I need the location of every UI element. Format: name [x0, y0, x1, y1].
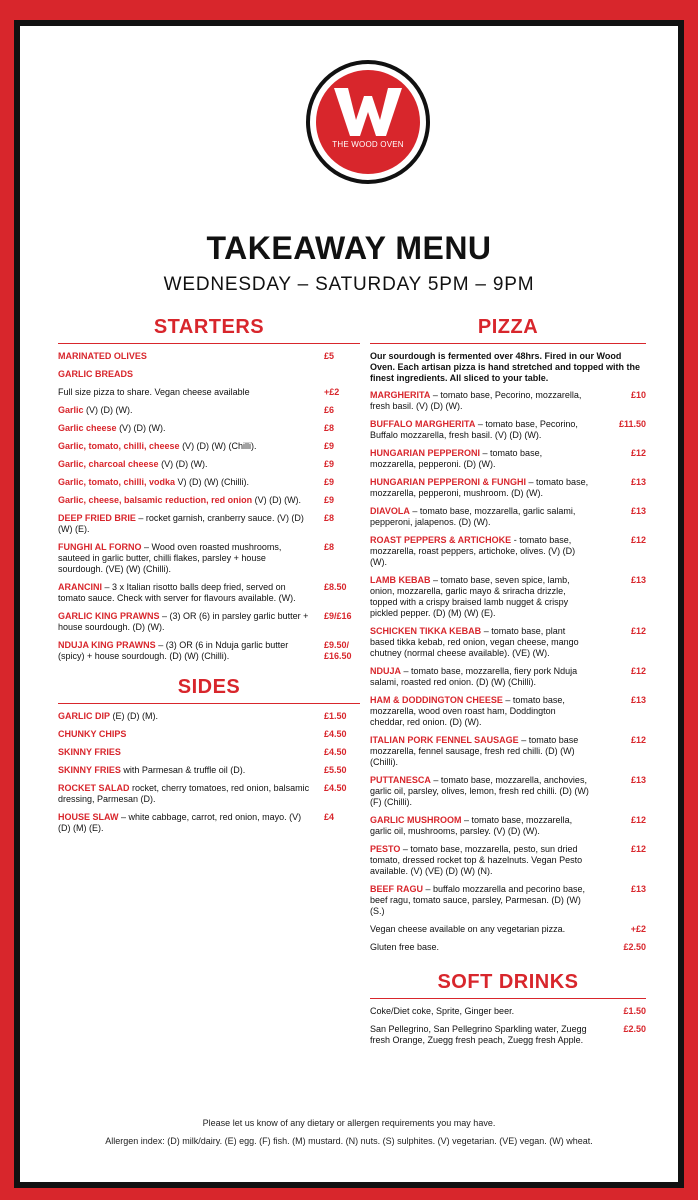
pizza-intro: Our sourdough is fermented over 48hrs. Fired in our Wood Oven. Each artisan pizza is hand stretched and topped with the finest ingredients. All sliced to your table. [370, 351, 641, 383]
menu-item-description [58, 495, 318, 506]
menu-item-name: MARINATED OLIVES [58, 351, 147, 361]
menu-item-name: Garlic, tomato, chilli, cheese [58, 441, 180, 451]
menu-item [370, 1006, 646, 1017]
menu-item-name: PUTTANESCA [370, 775, 431, 785]
menu-item [58, 783, 360, 805]
menu-item-name: HAM & DODDINGTON CHEESE [370, 695, 503, 705]
menu-item [58, 477, 360, 488]
menu-item-name: Garlic cheese [58, 423, 117, 433]
menu-item [370, 448, 646, 470]
menu-item [370, 390, 646, 412]
menu-item [58, 459, 360, 470]
menu-item-text: (V) (D) (W). [161, 459, 208, 469]
menu-item-text: V) (D) (W) (Chilli). [177, 477, 250, 487]
menu-item-text: – white cabbage, carrot, red onion, mayo. (V) (D) (M) (E). [58, 812, 302, 833]
menu-item [370, 506, 646, 528]
menu-item-price: £9/£16 [324, 611, 352, 621]
menu-item-text: – tomato base, mozzarella, garlic oil, mushrooms, parsley. (V) (D) (W). [370, 815, 573, 836]
menu-item-text: – buffalo mozzarella and pecorino base, beef ragu, tomato sauce, parsley, Parmesan. (D) (W) (S.) [370, 884, 585, 916]
menu-item-name: Garlic, charcoal cheese [58, 459, 159, 469]
menu-item [58, 582, 360, 604]
menu-item-price: £1.50 [623, 1006, 646, 1016]
menu-item [58, 611, 360, 633]
menu-item-price: £4.50 [324, 747, 347, 757]
menu-item-name: Garlic [58, 405, 84, 415]
menu-item-description [58, 405, 318, 416]
menu-item-description [370, 924, 596, 935]
menu-item-price: £9 [324, 495, 335, 505]
menu-item-description [370, 844, 596, 877]
menu-item-text: (V) (D) (W). [86, 405, 133, 415]
logo-brand-text: THE WOOD OVEN [332, 140, 404, 149]
menu-item [58, 513, 360, 535]
menu-item-description [370, 942, 596, 953]
menu-item-name: BUFFALO MARGHERITA [370, 419, 476, 429]
menu-item-description [58, 441, 318, 452]
menu-item-text: Vegan cheese available on any vegetarian pizza. [370, 924, 566, 934]
menu-item-name: DEEP FRIED BRIE [58, 513, 136, 523]
menu-item-text: – (3) OR (6) in parsley garlic butter + house sourdough. (D) (W). [58, 611, 309, 632]
menu-item-name: BEEF RAGU [370, 884, 424, 894]
menu-item-description [58, 369, 318, 380]
menu-item-text: – tomato base, mozzarella, garlic salami, pepperoni, jalapenos. (D) (W). [370, 506, 576, 527]
menu-item [370, 695, 646, 728]
menu-item [370, 844, 646, 877]
menu-item-description [370, 1006, 596, 1017]
menu-item-description [370, 884, 596, 917]
menu-item-name: GARLIC DIP [58, 711, 111, 721]
menu-item-name: NDUJA [370, 666, 402, 676]
menu-item [58, 812, 360, 834]
menu-item-name: MARGHERITA [370, 390, 431, 400]
menu-item-text: - tomato base, mozzarella, roast peppers, artichoke, olives. (V) (D) (W). [370, 535, 576, 567]
menu-item-description [58, 812, 318, 834]
starters-list [58, 351, 360, 662]
menu-item-description [58, 513, 318, 535]
menu-item-description [58, 729, 318, 740]
menu-item-name: Garlic, cheese, balsamic reduction, red onion [58, 495, 253, 505]
menu-item-description [370, 815, 596, 837]
menu-item-name: HUNGARIAN PEPPERONI & FUNGHI [370, 477, 527, 487]
menu-item [58, 387, 360, 398]
menu-item-description [58, 783, 318, 805]
menu-item-description [58, 765, 318, 776]
menu-item-name: PESTO [370, 844, 401, 854]
menu-item-name: CHUNKY CHIPS [58, 729, 127, 739]
menu-item [58, 729, 360, 740]
menu-item-text: – tomato base, mozzarella, fiery pork Nduja salami, roasted red onion. (D) (W) (Chilli). [370, 666, 578, 687]
menu-item-description [370, 626, 596, 659]
menu-item-description [58, 542, 318, 575]
menu-item-price: £8 [324, 542, 335, 552]
menu-item-price: £5 [324, 351, 335, 361]
menu-item-name: ROCKET SALAD [58, 783, 130, 793]
menu-item [58, 495, 360, 506]
menu-item-text: – tomato base mozzarella, fennel sausage, fresh red chilli. (D) (W) (Chilli). [370, 735, 579, 767]
menu-item-price: £12 [630, 626, 646, 636]
allergen-note: Please let us know of any dietary or allergen requirements you may have. [202, 1118, 496, 1128]
menu-item-text: – Wood oven roasted mushrooms, sauteed in garlic butter, chilli flakes, parsley + house sourdough. (VE) (W) (Chilli). [58, 542, 282, 574]
menu-item-name: ITALIAN PORK FENNEL SAUSAGE [370, 735, 519, 745]
menu-item-price: £4.50 [324, 729, 347, 739]
menu-item [370, 535, 646, 568]
menu-item-name: DIAVOLA [370, 506, 410, 516]
menu-item [370, 884, 646, 917]
menu-item [58, 640, 360, 662]
opening-hours: WEDNESDAY – SATURDAY 5PM – 9PM [163, 274, 535, 295]
menu-item-price: £13 [630, 506, 646, 516]
menu-item [370, 735, 646, 768]
pizza-list [370, 390, 646, 953]
menu-item-price: £9 [324, 477, 335, 487]
menu-item-price: £12 [630, 735, 646, 745]
allergen-index: Allergen index: (D) milk/dairy. (E) egg. (F) fish. (M) mustard. (N) nuts. (S) sulphites. (V) vegetarian. (VE) vegan. (W) wheat. [105, 1136, 593, 1146]
menu-item-description [370, 575, 596, 619]
menu-item-text: – rocket garnish, cranberry sauce. (V) (D) (W) (E). [58, 513, 304, 534]
menu-item-price: £5.50 [324, 765, 347, 775]
menu-item-text: (V) (D) (W). [119, 423, 166, 433]
menu-item [370, 626, 646, 659]
menu-item-name: ARANCINI [58, 582, 102, 592]
menu-item-text: – tomato base, plant based tikka kebab, red onion, vegan cheese, mango chutney (normal cheese available). (VE) (W). [370, 626, 579, 658]
w-flame-icon [332, 86, 404, 138]
menu-item [370, 666, 646, 688]
menu-item-text: (V) (D) (W). [254, 495, 302, 505]
menu-item-description [58, 611, 318, 633]
menu-item-text: – tomato base, mozzarella, wood oven roast ham, Doddington cheddar, red onion. (D) (W). [370, 695, 565, 727]
menu-item-name: Garlic, tomato, chilli, vodka [58, 477, 176, 487]
menu-item-price: £2.50 [623, 1024, 646, 1034]
pizza-title: PIZZA [370, 316, 646, 344]
menu-item-name: SKINNY FRIES [58, 747, 121, 757]
menu-item [370, 942, 646, 953]
soft-drinks-title: SOFT DRINKS [370, 971, 646, 999]
menu-item-price: £11.50 [618, 419, 646, 429]
menu-item-text: (V) (D) (W) (Chilli). [182, 441, 257, 451]
logo [306, 60, 430, 184]
menu-item [58, 441, 360, 452]
page-title: TAKEAWAY MENU [206, 230, 492, 266]
menu-item-price: £1.50 [324, 711, 347, 721]
menu-item [58, 747, 360, 758]
menu-item-price: £13 [630, 775, 646, 785]
menu-item-description [58, 582, 318, 604]
menu-item-description [370, 666, 596, 688]
right-column [370, 316, 646, 1053]
menu-item-text: – 3 x Italian risotto balls deep fried, served on tomato sauce. Check with server for flavours available. (W). [58, 582, 296, 603]
menu-item-description [58, 747, 318, 758]
menu-item [370, 815, 646, 837]
menu-item-description [370, 477, 596, 499]
menu-item-text: Coke/Diet coke, Sprite, Ginger beer. [370, 1006, 515, 1016]
menu-item-price: £4.50 [324, 783, 347, 793]
menu-item-name: LAMB KEBAB [370, 575, 431, 585]
menu-item-text: – tomato base, mozzarella, pepperoni. (D) (W). [370, 448, 543, 469]
menu-item-description [58, 711, 318, 722]
menu-item-price: £6 [324, 405, 335, 415]
menu-item [370, 419, 646, 441]
menu-item [370, 477, 646, 499]
menu-item-price: £13 [630, 695, 646, 705]
menu-item-text: San Pellegrino, San Pellegrino Sparkling water, Zuegg fresh Orange, Zuegg fresh peach, Zuegg fresh Apple. [370, 1024, 587, 1045]
menu-item-price: £12 [630, 535, 646, 545]
menu-item-text: – tomato base, seven spice, lamb, onion, mozzarella, garlic mayo & sriracha drizzle, topped with a crispy braised lamb nugget & crispy pickled pepper. (D) (M) (W) (E). [370, 575, 570, 618]
starters-title: STARTERS [58, 316, 360, 344]
menu-item-description [58, 640, 318, 662]
menu-item [370, 924, 646, 935]
sides-title: SIDES [58, 676, 360, 704]
menu-item-name: ROAST PEPPERS & ARTICHOKE [370, 535, 512, 545]
soft-drinks-list [370, 1006, 646, 1046]
menu-frame [14, 20, 684, 1188]
menu-item-price: £9 [324, 441, 335, 451]
menu-item-price: £12 [630, 844, 646, 854]
menu-item-price: £12 [630, 815, 646, 825]
menu-item-description [370, 535, 596, 568]
menu-item-name: FUNGHI AL FORNO [58, 542, 142, 552]
menu-item-price: £8 [324, 423, 335, 433]
menu-item-price: £10 [630, 390, 646, 400]
menu-item-text: Full size pizza to share. Vegan cheese available [58, 387, 250, 397]
menu-item [370, 775, 646, 808]
menu-item-description [370, 775, 596, 808]
menu-item-price: +£2 [630, 924, 646, 934]
menu-item [58, 351, 360, 362]
menu-item-description [58, 459, 318, 470]
menu-item-price: £8.50 [324, 582, 347, 592]
menu-page [20, 26, 678, 1182]
menu-item-description [370, 695, 596, 728]
menu-item-price: £9.50/£16.50 [324, 640, 352, 661]
menu-item-text: rocket, cherry tomatoes, red onion, balsamic dressing, Parmesan (D). [58, 783, 310, 804]
menu-item [58, 423, 360, 434]
menu-item [58, 765, 360, 776]
menu-item-price: £12 [630, 666, 646, 676]
menu-item-description [58, 423, 318, 434]
menu-item [58, 405, 360, 416]
menu-item-text: – tomato base, Pecorino, Buffalo mozzarella, fresh basil. (V) (D) (W). [370, 419, 578, 440]
menu-item [370, 1024, 646, 1046]
menu-item-description [58, 351, 318, 362]
menu-item [58, 542, 360, 575]
menu-item-name: HOUSE SLAW [58, 812, 119, 822]
menu-item-price: £12 [630, 448, 646, 458]
menu-item-price: £13 [630, 884, 646, 894]
menu-item-name: GARLIC KING PRAWNS [58, 611, 160, 621]
menu-item-description [370, 735, 596, 768]
menu-item [370, 575, 646, 619]
menu-item-description [370, 1024, 596, 1046]
menu-item-price [318, 369, 360, 380]
menu-item [58, 369, 360, 380]
menu-item-text: – tomato base, mozzarella, anchovies, garlic oil, parsley, olives, lemon, fresh red chilli. (D) (W) (F) (Chilli). [370, 775, 589, 807]
menu-item-price: +£2 [324, 387, 340, 397]
left-column [58, 316, 360, 841]
menu-item-description [58, 387, 318, 398]
sides-list [58, 711, 360, 834]
menu-item-description [370, 390, 596, 412]
menu-item-text: – tomato base, mozzarella, pesto, sun dried tomato, dressed rocket top & hazelnuts. Vegan Pesto available. (V) (VE) (D) (W) (N). [370, 844, 583, 876]
menu-item-name: HUNGARIAN PEPPERONI [370, 448, 481, 458]
menu-item-price: £13 [630, 575, 646, 585]
menu-item-name: SCHICKEN TIKKA KEBAB [370, 626, 482, 636]
menu-item-description [58, 477, 318, 488]
menu-item-price: £9 [324, 459, 335, 469]
menu-item-text: with Parmesan & truffle oil (D). [123, 765, 246, 775]
menu-item-description [370, 448, 596, 470]
menu-item-text: – (3) OR (6 in Nduja garlic butter (spicy) + house sourdough. (D) (W) (Chilli). [58, 640, 289, 661]
menu-item-description [370, 419, 596, 441]
menu-item-price: £8 [324, 513, 335, 523]
menu-item-name: GARLIC MUSHROOM [370, 815, 462, 825]
menu-item-name: NDUJA KING PRAWNS [58, 640, 156, 650]
menu-item-price: £13 [630, 477, 646, 487]
logo-badge [316, 70, 420, 174]
menu-item-text: (E) (D) (M). [112, 711, 159, 721]
menu-item-price: £4 [324, 812, 335, 822]
menu-item-text: – tomato base, mozzarella, pepperoni, mushroom. (D) (W). [370, 477, 589, 498]
menu-item-name: GARLIC BREADS [58, 369, 134, 379]
menu-item [58, 711, 360, 722]
menu-item-price: £2.50 [623, 942, 646, 952]
menu-item-description [370, 506, 596, 528]
menu-item-name: SKINNY FRIES [58, 765, 121, 775]
menu-item-text: – tomato base, Pecorino, mozzarella, fresh basil. (V) (D) (W). [370, 390, 582, 411]
menu-item-text: Gluten free base. [370, 942, 440, 952]
